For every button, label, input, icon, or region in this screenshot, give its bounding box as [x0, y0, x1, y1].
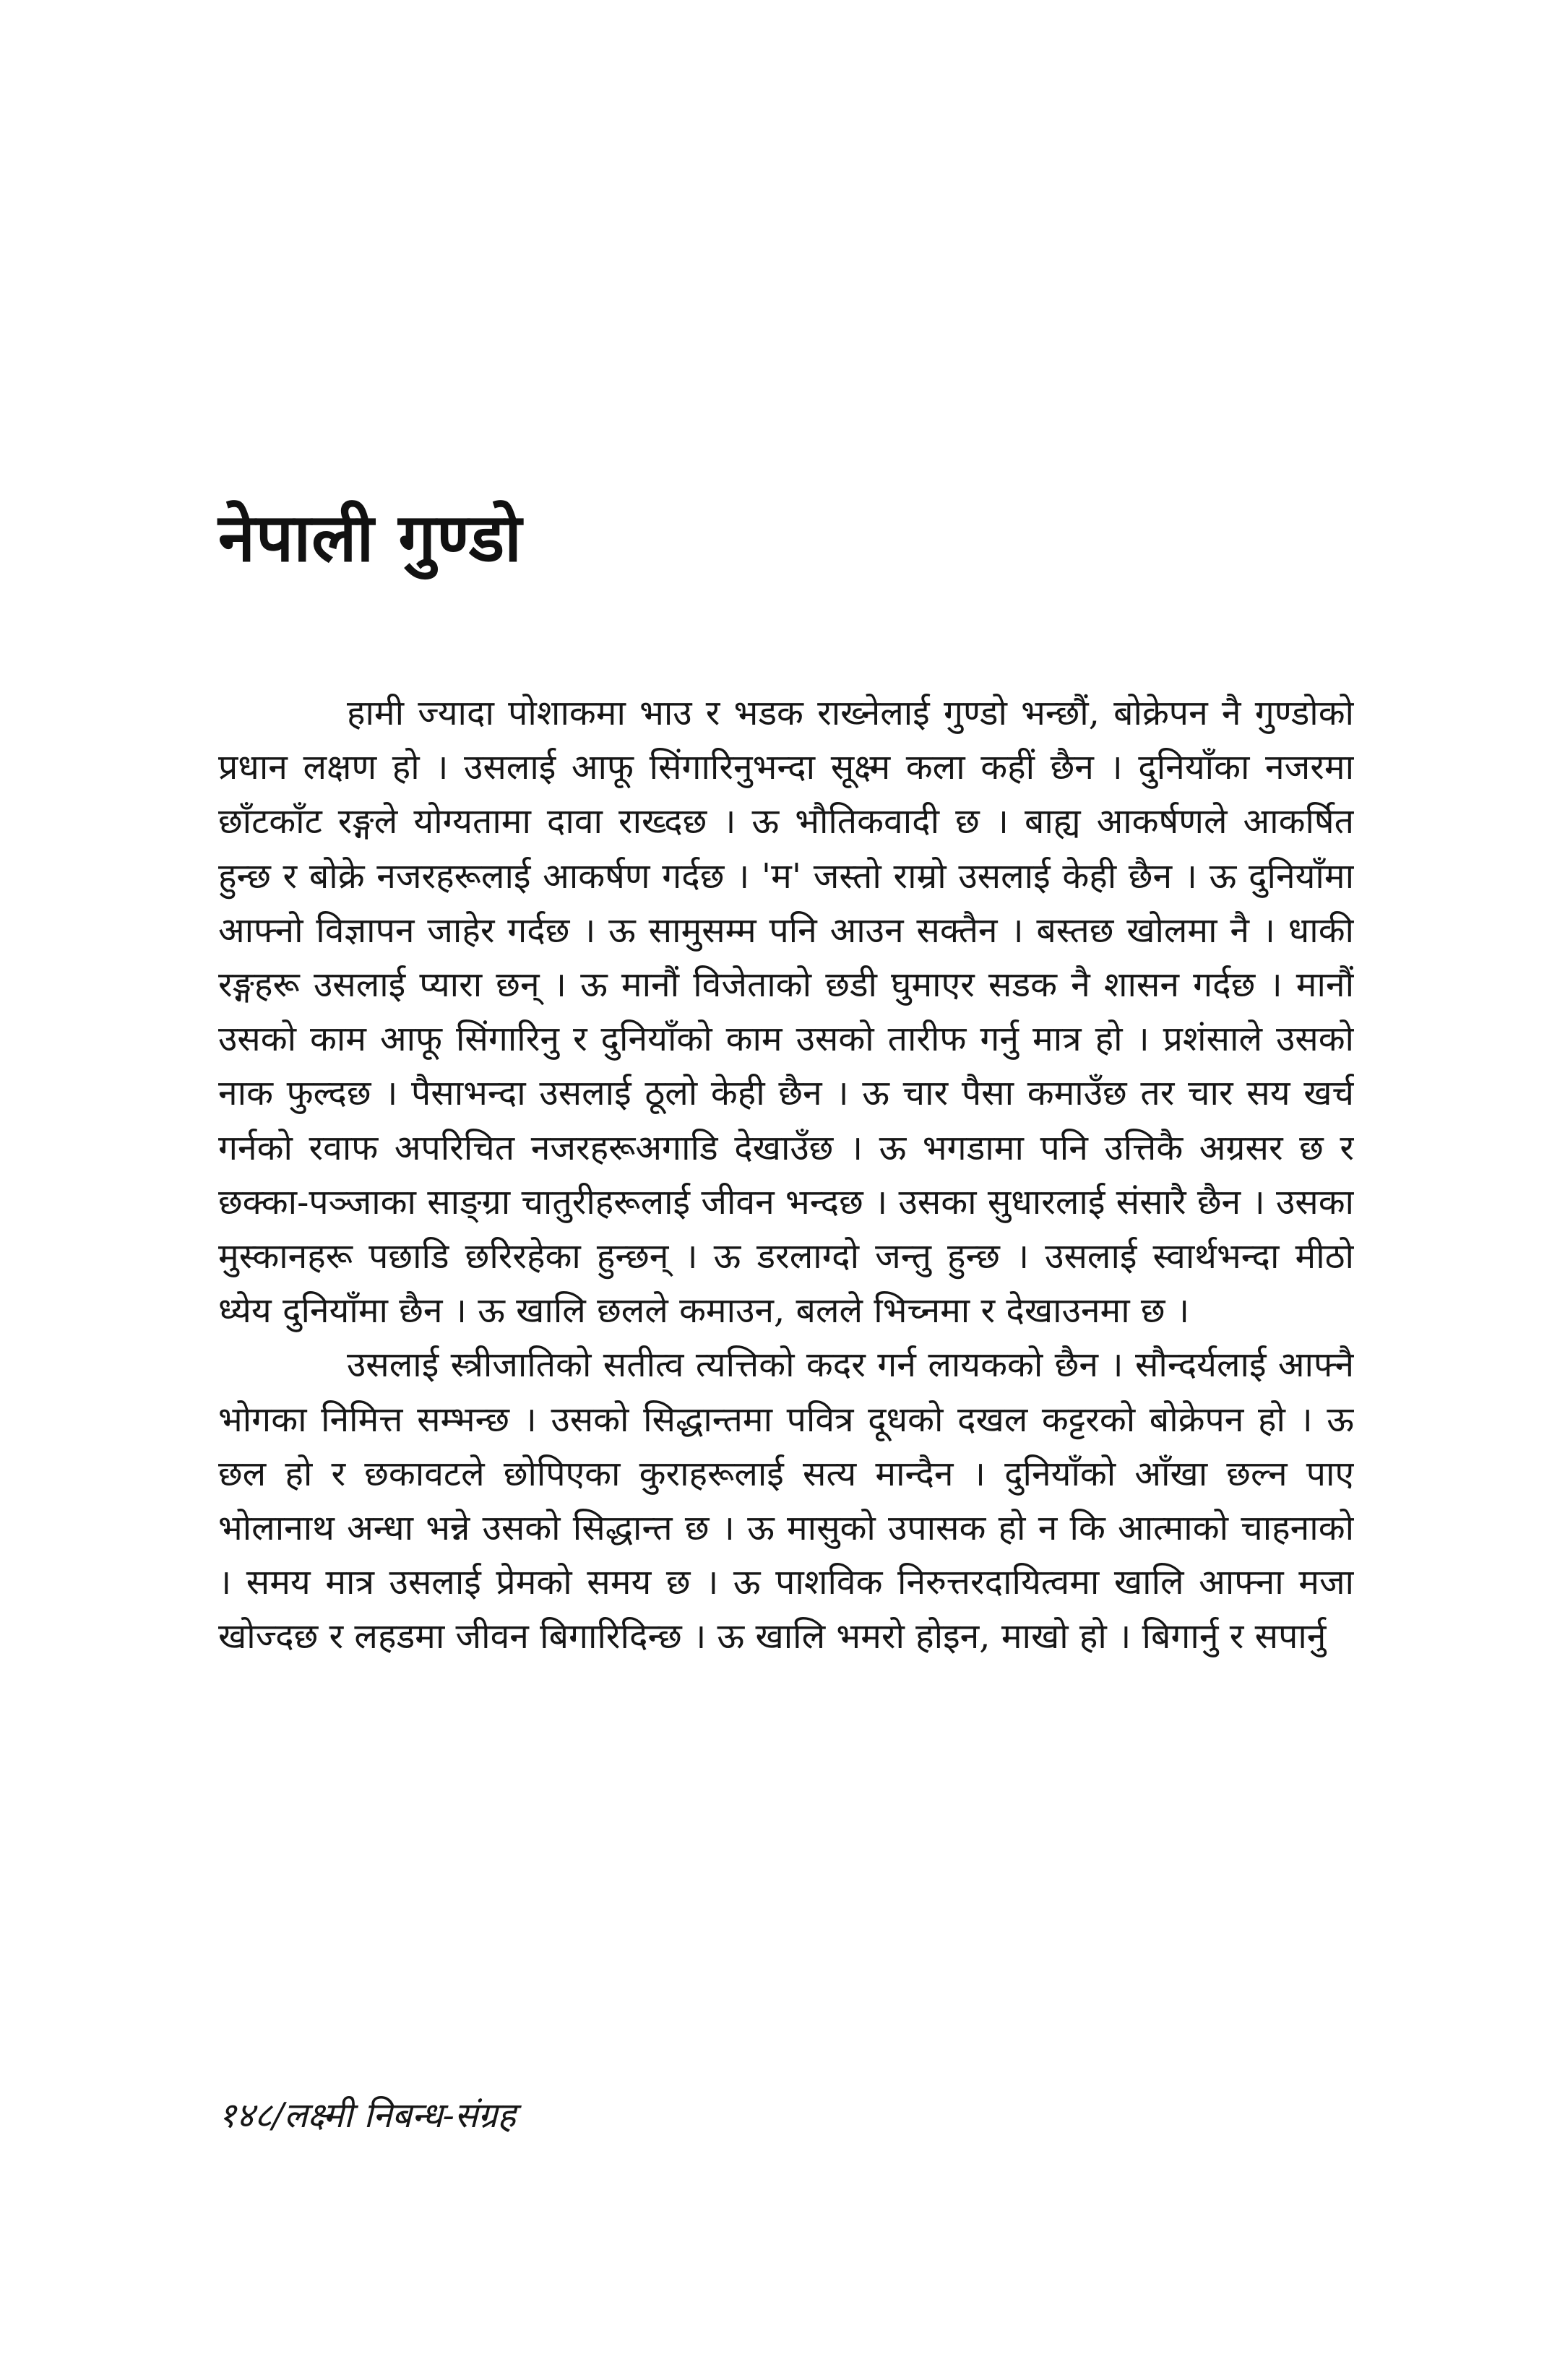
paragraph-2: उसलाई स्त्रीजातिको सतीत्व त्यत्तिको कदर गर्न लायकको छैन । सौन्दर्यलाई आफ्नै भोगका निमित्त सम्भन्छ । उसको सिद्धान्तमा पवित्र दूधको दखल कट्टरको बोक्रेपन हो । ऊ छल हो र छकावटले छोपिएका कुराहरूलाई सत्य मान्दैन । दुनियाँको आँखा छल्न पाए भोलानाथ अन्धा भन्ने उसको सिद्धान्त छ । ऊ मासुको उपासक हो न कि आत्माको चाहनाको । समय मात्र उसलाई प्रेमको समय छ । ऊ पाशविक निरुत्तरदायित्वमा खालि आफ्ना मजा खोज्दछ र लहडमा जीवन बिगारिदिन्छ । ऊ खालि भमरो होइन, माखो हो । बिगार्नु र सपार्नु: [218, 1345, 1354, 1657]
page-footer: १४८/लक्ष्मी निबन्ध-संग्रह: [218, 2095, 516, 2136]
essay-body: [218, 686, 1354, 2131]
paragraph-1: हामी ज्यादा पोशाकमा भाउ र भडक राख्नेलाई गुण्डो भन्छौं, बोक्रेपन नै गुण्डोको प्रधान लक्षण हो । उसलाई आफू सिंगारिनुभन्दा सूक्ष्म कला कहीं छैन । दुनियाँका नजरमा छाँटकाँट रङ्गले योग्यतामा दावा राख्दछ । ऊ भौतिकवादी छ । बाह्य आकर्षणले आकर्षित हुन्छ र बोक्रे नजरहरूलाई आकर्षण गर्दछ । 'म' जस्तो राम्रो उसलाई केही छैन । ऊ दुनियाँमा आफ्नो विज्ञापन जाहेर गर्दछ । ऊ सामुसम्म पनि आउन सक्तैन । बस्तछ खोलमा नै । धाकी रङ्गहरू उसलाई प्यारा छन् । ऊ मानौं विजेताको छडी घुमाएर सडक नै शासन गर्दछ । मानौं उसको काम आफू सिंगारिनु र दुनियाँको काम उसको तारीफ गर्नु मात्र हो । प्रशंसाले उसको नाक फुल्दछ । पैसाभन्दा उसलाई ठूलो केही छैन । ऊ चार पैसा कमाउँछ तर चार सय खर्च गर्नको रवाफ अपरिचित नजरहरूअगाडि देखाउँछ । ऊ भगडामा पनि उत्तिकै अग्रसर छ र छक्का-पञ्जाका साङ्ग्रा चातुरीहरूलाई जीवन भन्दछ । उसका सुधारलाई संसारै छैन । उसका मुस्कानहरू पछाडि छरिरहेका हुन्छन् । ऊ डरलाग्दो जन्तु हुन्छ । उसलाई स्वार्थभन्दा मीठो ध्येय दुनियाँमा छैन । ऊ खालि छलले कमाउन, बलले भिच्नमा र देखाउनमा छ ।: [218, 693, 1354, 1332]
essay-title: नेपाली गुण्डो: [218, 499, 522, 577]
